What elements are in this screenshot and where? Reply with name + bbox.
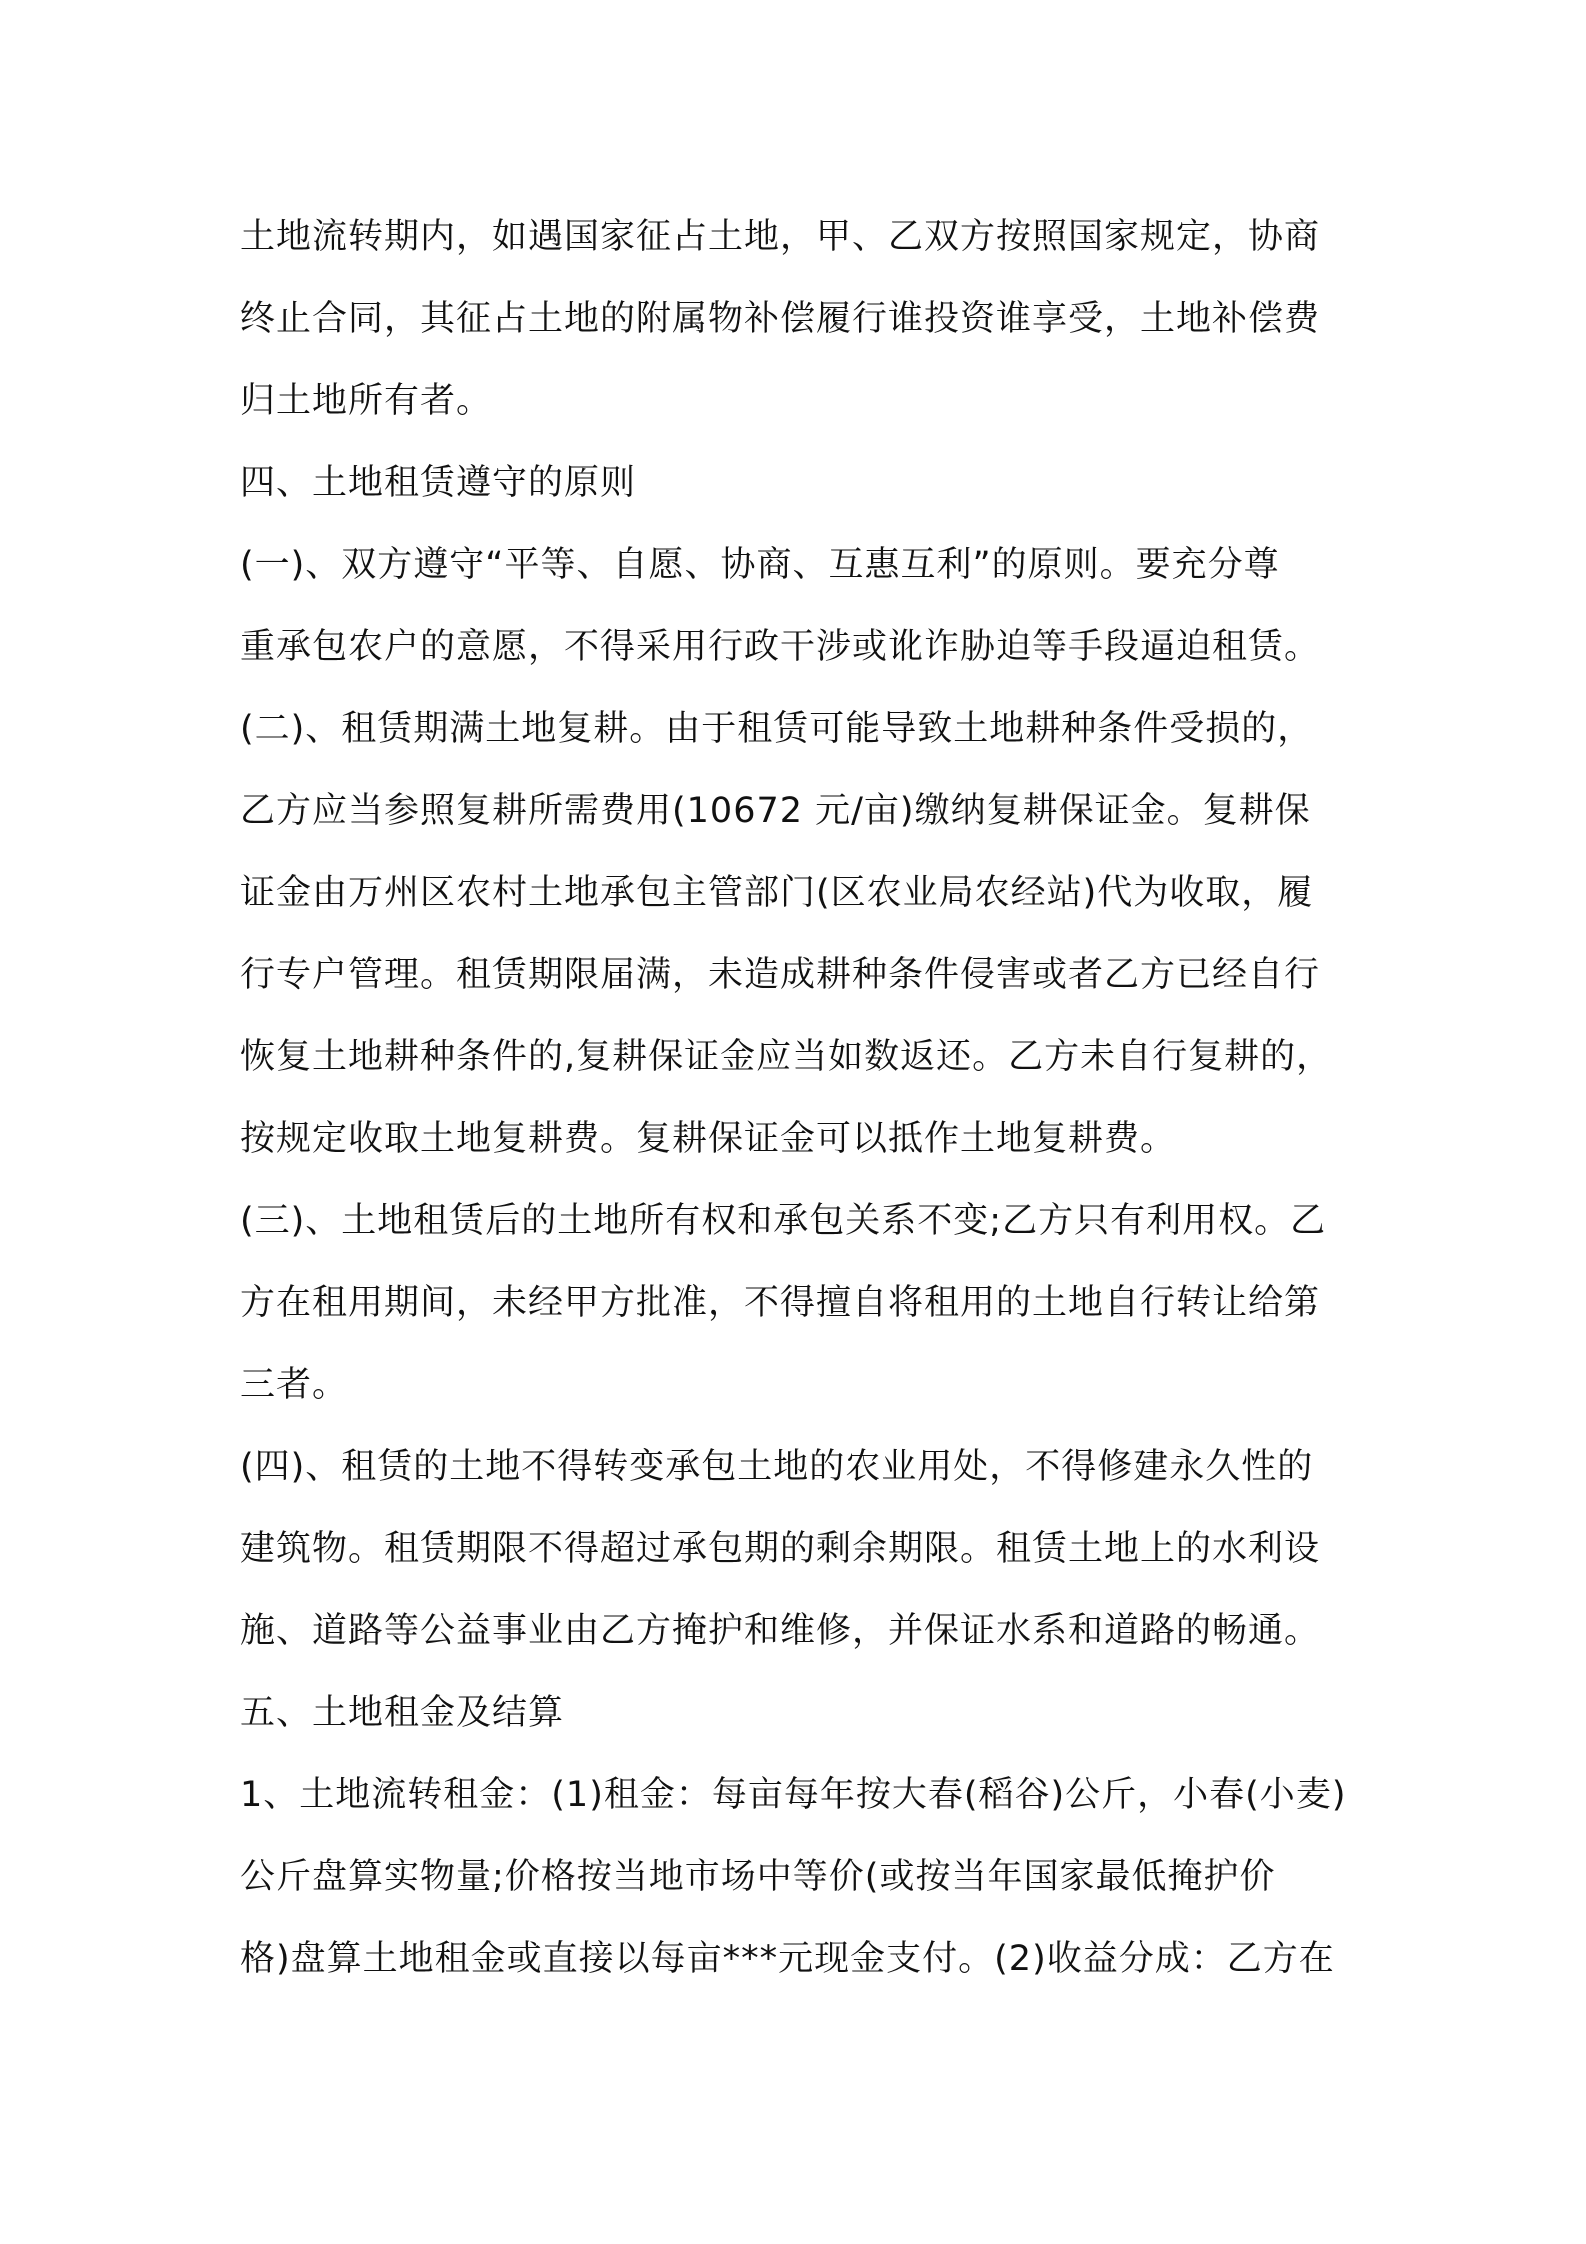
text-line: 公斤盘算实物量;价格按当地市场中等价(或按当年国家最低掩护价 <box>240 1857 1276 1897</box>
text-line: (二)、租赁期满土地复耕。由于租赁可能导致土地耕种条件受损的， <box>240 709 1314 749</box>
text-line: 证金由万州区农村土地承包主管部门(区农业局农经站)代为收取，履 <box>240 873 1314 913</box>
text-line: (四)、租赁的土地不得转变承包土地的农业用处，不得修建永久性的 <box>240 1447 1314 1487</box>
text-line: 归土地所有者。 <box>240 381 493 421</box>
text-line: 方在租用期间，未经甲方批准，不得擅自将租用的土地自行转让给第 <box>240 1283 1321 1323</box>
text-line: (一)、双方遵守“平等、自愿、协商、互惠互利”的原则。要充分尊 <box>240 545 1280 585</box>
text-line: (三)、土地租赁后的土地所有权和承包关系不变;乙方只有利用权。乙 <box>240 1201 1327 1241</box>
text-line: 恢复土地耕种条件的,复耕保证金应当如数返还。乙方未自行复耕的， <box>240 1037 1333 1077</box>
document-body <box>240 196 1360 2000</box>
text-line: 重承包农户的意愿，不得采用行政干涉或讹诈胁迫等手段逼迫租赁。 <box>240 627 1321 667</box>
text-line: 施、道路等公益事业由乙方掩护和维修，并保证水系和道路的畅通。 <box>240 1611 1321 1651</box>
text-line: 终止合同，其征占土地的附属物补偿履行谁投资谁享受，土地补偿费 <box>240 299 1321 339</box>
text-line: 格)盘算土地租金或直接以每亩***元现金支付。(2)收益分成：乙方在 <box>240 1939 1335 1979</box>
text-line: 1、土地流转租金：(1)租金：每亩每年按大春(稻谷)公斤，小春(小麦) <box>240 1775 1347 1815</box>
text-line: 按规定收取土地复耕费。复耕保证金可以抵作土地复耕费。 <box>240 1119 1177 1159</box>
text-line: 乙方应当参照复耕所需费用(10672 元/亩)缴纳复耕保证金。复耕保 <box>240 791 1311 831</box>
text-line: 土地流转期内，如遇国家征占土地，甲、乙双方按照国家规定，协商 <box>240 217 1321 257</box>
text-line: 三者。 <box>240 1365 349 1405</box>
text-line: 行专户管理。租赁期限届满，未造成耕种条件侵害或者乙方已经自行 <box>240 955 1321 995</box>
section-heading: 五、土地租金及结算 <box>240 1693 565 1733</box>
section-heading: 四、土地租赁遵守的原则 <box>240 463 637 503</box>
text-line: 建筑物。租赁期限不得超过承包期的剩余期限。租赁土地上的水利设 <box>240 1529 1321 1569</box>
